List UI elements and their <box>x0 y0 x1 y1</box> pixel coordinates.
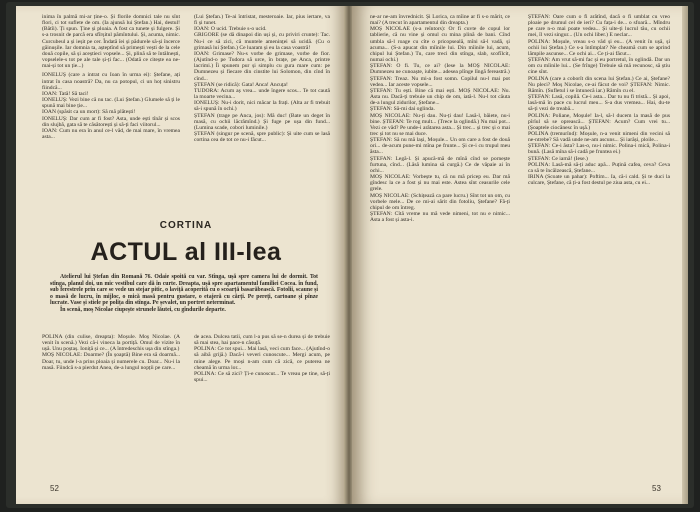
paragraph: IOAN: O ucid. Trebuie s-o ucid. <box>194 26 267 33</box>
stage-directions <box>50 274 318 313</box>
paragraph: ȘTEFAN: Treaz. Nu mi-a fost somn. Copilul nu-l mai pot vedea... Iar aceste vopsele... <box>370 75 510 88</box>
paragraph: ȘTEFAN: Să-mi dai oglinda. <box>370 106 435 113</box>
paragraph: ȘTEFAN (trage pe Anca, jos): Mă duc! (Bate un deget în masă, cu ochii lăcrămînd.) Și fuge pe ușa din fund... (Lumina scade, cobori luminile.) <box>194 112 330 131</box>
paragraph: POLINA: Ce să zici? Ți-e cunoscut... Te vreau pe tine, să-ți spui... <box>194 370 330 384</box>
left-column-2 <box>194 14 330 143</box>
paragraph: IONELUȘ: Nu-i dorit, nici măcar la frați. (Alta ar fi trebuit să-i spună în ochi.) <box>194 100 330 113</box>
left-column-4 <box>194 334 330 383</box>
left-column-1 <box>42 14 180 140</box>
right-page <box>352 6 688 504</box>
book-spread <box>6 2 694 508</box>
paragraph: ne-ar ne-am învrednicit. Și Lorica, ca mîine ar fi s-o mărit, ce mai? (A trecut în apartamentul din dreapta.) <box>370 14 510 27</box>
paragraph: ȘTEFAN: Lasă, copilă. Ce-i asta... Dar tu nu fi tristă... Și apoi, lasă-mă în pace cu lucrul meu... S-a dus vremea... Hai, du-te să-ți vezi de treabă... <box>528 94 670 113</box>
paragraph: ȘTEFAN (singur pe scenă, spre public): Și uite cum se lasă cortina cea de tot ce nu-i făcut... <box>194 130 330 144</box>
paragraph: ȘTEFAN: Să nu mă lași, Moșule... Un om care a fost de două ori... de-acum pune-mi mîna pe frunte... Și ce-i cu trupul meu ăsta... <box>370 137 510 156</box>
paragraph: MOȘ NICOLAE: Vorbește tu, că nu mă pricep eu. Dar mă gîndesc la ce a fost și nu mai este. Astea sînt ceasurile cele grele. <box>370 174 510 193</box>
paragraph: IRINA (Scoate un pahar): Poftim... Ia, că-i cald. Și te duci la culcare, Ștefane, că ți-a fost destul pe ziua asta, cu ei... <box>528 174 670 187</box>
paragraph: ȘTEFAN (se ridică): Gata! Anca! Ancuța! <box>194 81 288 88</box>
paragraph: IONELUȘ (care a intrat cu Ioan în urma ei): Ștefane, ați intrat în casa noastră? Da, nu ca potopul, ci un hoț sinistru fiindcă... <box>42 72 180 91</box>
paragraph: de acea. Dulcea tatii, cum l-a pus să se-n durea și de trebuie să mai stea, hai pace-n căsuță. <box>194 334 330 347</box>
left-page <box>16 6 346 504</box>
paragraph: IOAN: Cum nu era în anul ce-l văd, de mai mare, în vremea asta... <box>42 127 180 140</box>
paragraph: TUDORA: Acum aș vrea... unde îngere scos... Te tot caută la moarte vecina... <box>194 87 330 101</box>
paragraph: IOAN: Tată! Să taci! <box>42 90 89 97</box>
page-number-left: 52 <box>50 484 59 493</box>
right-column-1 <box>370 14 510 223</box>
paragraph: MOȘ NICOLAE: Doarme? (În șoaptă) Bine era să doarmă... Doar, tu, unde l-a prins ploaia și numerele cu. Doar... Nu-i la masă. Fiindcă s-a pierdut Anea, de-a lungul nopții pe care... <box>42 352 180 371</box>
paragraph: IONELUȘ: Vezi bine că nu tac. (Lui Ștefan.) Glumele să ți le spună mai bine ție... <box>42 97 180 110</box>
act-title: ACTUL al III-lea <box>90 238 282 266</box>
paragraph: GRIGORE (se dă dinapoi din uși și, cu priviri crunte): Tac. Nu-i ce să zici, că muntele ameninței să ucidă. (Cu o grimasă lui Ștefan.) Ce luaram și eu la casa voastră! <box>194 32 330 51</box>
stage-paragraph: În scenă, moș Nicolae ciupește strunele lăutei, cu gîndurile departe. <box>60 306 226 313</box>
left-column-3 <box>42 334 180 371</box>
paragraph: POLINA (tremurînd): Moșule, n-a venit nimeni din vecini să ne-ntrebe? Să vadă unde ne-am ascuns... Și iarăși, ploile... <box>528 130 670 144</box>
page-edge <box>682 6 688 504</box>
paragraph: ȘTEFAN: Legă-l. Și apucă-mă de mînă cînd se pornește furtuna, cînd... (Lăsă lumina să curgă.) Ce de văpaie ai în ochi... <box>370 155 510 174</box>
paragraph: POLINA: Moșule, vreau s-o văd și eu... (A venit în ușă, și ochii lui Ștefan.) Ce s-a întîmplat? Ne cheamă cum se aprind lămpile ascunse... Ce ochi ai... Ce ți-ai făcut... <box>528 38 670 57</box>
paragraph: MOȘ NICOLAE: (Schițează ca pare lucru.) Sînt tot un om, cu vorbele mele... De ce mi-ai sărit din fotoliu, Ștefane? Fă-ți chipul de om întreg. <box>370 192 510 211</box>
paragraph: ȘTEFAN: Oare cum o fi arătînd, dacă o fi umblat cu vreo ploaie pe drumul cel de ieri? Cu fața-i de... o sfoară... Mîndru pe care n-o mai poate vedea... Și uite-ți lucrul tău, cu ochii mei, îl vezi singur... (Un ochi liber.) E neclar... <box>528 14 670 39</box>
paragraph: MOȘ NICOLAE (s-a reîntors): Or fi cuvte de copul lor tablierie, că nu vine și omul cu mina plină de bani. Cînd umbla să-l roage cu cîte o pricopseală, mîni să-l vadă, și acuma... (S-a apucat din mîinile lui. Din mîinile lui, acum, chipul lui Ștefan.) Tu, care treci din stînga, slab, scofîlcit, numai ochi.) <box>370 26 510 64</box>
paragraph: ȘTEFAN: O fi. Tu, ce ai? (Iese la MOȘ NICOLAE: Dumnezeu ne cunoaște, iubite... adesea plînge lîngă fereastră.) <box>370 63 510 76</box>
paragraph: MOȘ NICOLAE: Nu-ți dau. Nu-ți dau! Lasă-l, băiete, nu-i bine. ȘTEFAN: Te rog mult... (Trece la oglindă.) Nu mai pot... Vezi ce văd? Pe unde-i arătarea asta... Și trec... și trec și o mai trec și tot nu se mai duce. <box>370 112 510 137</box>
paragraph: POLINA (care a coborît din scena lui Ștefan.) Ce ai, Ștefane? Nu pleci? Moș Nicolae, ce-ai făcut de voi? ȘTEFAN: Nimic. Rămîn. (Sufletul i se întunecă iar.) Rămîn cu el. <box>528 75 670 94</box>
right-column-2 <box>528 14 670 186</box>
paragraph: ȘTEFAN: Am vrut să-mi fac și eu portretul, în oglindă. Dar un om cu mîinile lui... (Se frînge) Trebuie să mă recunosc, să știu cine sînt. <box>528 57 670 76</box>
paragraph: POLINA: Ce tot spui... Mai lasă, veci cum face... (Ajutînd-o să aibă grijă.) Dacă-i veveri cunoscute... Mergi acum, pe mine alege. Pe moși n-am cum că zică, ce puterea ne cheamă în urma lor... <box>194 346 330 371</box>
page-number-right: 53 <box>652 484 661 493</box>
paragraph: POLINA: Lasă-mă să-ți aduc apă... Puțină cafea, ceva? Ceva ca să te încălzească, Ștefane... <box>528 161 670 174</box>
paragraph: IOAN (spăsit ca un mort): Să mă plătești! <box>42 109 136 116</box>
paragraph: ȘTEFAN: Ce-i ăsta? Las-o, nu-i nimic. Polina-i mică, Polina-i bună. (Lasă mîna să-i cadă pe fruntea ei.) <box>528 143 670 156</box>
stage-paragraph: Atelierul lui Ștefan din Romană 76. Odaie spoită cu var. Stînga, ușă spre camera lui de dormit. Tot stînga, planul doi, un mic vestibul care dă în curte. Dreapta, ușă spre apartamentul familiei Cocea. în fund, sub ferestrele prin care se vede un stejar pitic, o laviță acoperită cu o scoarță basarăbească. Fotolii, scaune și o masă de lucru, în mijloc, o mică masă pentru gustare, o etajeră cu cărți. Pe pereți, cartoane și pînze lucrate. Vase și stiele pe polița din stînga. Pe șevalet, un portret neterminat. <box>50 274 318 306</box>
paragraph: POLINA: Poliane, Moșule! Ia-l, să-l ducem la masă de pus pîrîul să se oprească... ȘTEFAN: Acum? Cum vrei tu... (Șoaptele ciocănesc în ușă.) <box>528 112 670 131</box>
cortina-heading: CORTINA <box>159 220 213 231</box>
paragraph: ȘTEFAN: Ce iarnă! (Iese.) <box>528 155 588 162</box>
paragraph: (Lui Ștefan.) Te-ai întristat, mesteroaie. Iar, pius iertare, va fi și tunet. <box>194 14 330 27</box>
paragraph: ȘTEFAN: Cîtă vreme nu mă vede nimeni, tot nu e nimic... Asta a fost și asta-i. <box>370 211 510 224</box>
paragraph: POLINA (din culise, dreapta): Moșule. Moș Nicolae. (A venit în scenă.) Vezi că-i vineca la portiță. Omul de vizite în ușă. Unu poștaș. Ioniță și ce... (A întredeschis ușa din stînga.) <box>42 334 180 353</box>
paragraph: inima în palmă mi-ar ține-o. Și florile domnici tale nu sînt flori, ci tot suflete de om. (Ia ajunsă lui Ștefan.) Hai, destul! (Bătîi). Ți spun. Ține și ploaia. A fost ca tunete și fulgere. Și s-a trosnit de parcă era sfîrșitul pămîntului. Și, acuma, nimic. Curcubeul a și ieșit pe cer. Îndată îei și pădurele să-și încerce găinușile. Iar domnia ta, așteptînd să primești vești de la cele două copile, să și aceștieci vopsele... Și, plină să te întâlnești, vopselele-s tot pe ale tale și-ți fac... (Odată ce citește ea ne-mai-și tot un ție...) <box>42 14 180 70</box>
paragraph: IONELUȘ: Dar cum ar fi fost? Asta, unde ești tînăr și scos din slujbă, gata să te căsătorești și să-ți faci viitorul... <box>42 115 180 128</box>
paragraph: IOAN: Grimase? Nu-s vorbe de grimase, vorbe de fior. (Ajutînd-o pe Tudora să urce, în brațe, pe Anca, printre lacrimi.) Îi spunem pur și simplu cu gura mare cum: pe Dumnezeu și fiecare din cinstite lui Solomon, din cînd în cînd... <box>194 50 330 82</box>
paragraph: ȘTEFAN: Tu ești. Bine că mai ești. MOȘ NICOLAE: Nu. Asta nu. Dacă-ți trebuie un chip de om, iată-l. Nu-l tot căuta de-a lungul zidurilor, Ștefane... <box>370 87 510 107</box>
